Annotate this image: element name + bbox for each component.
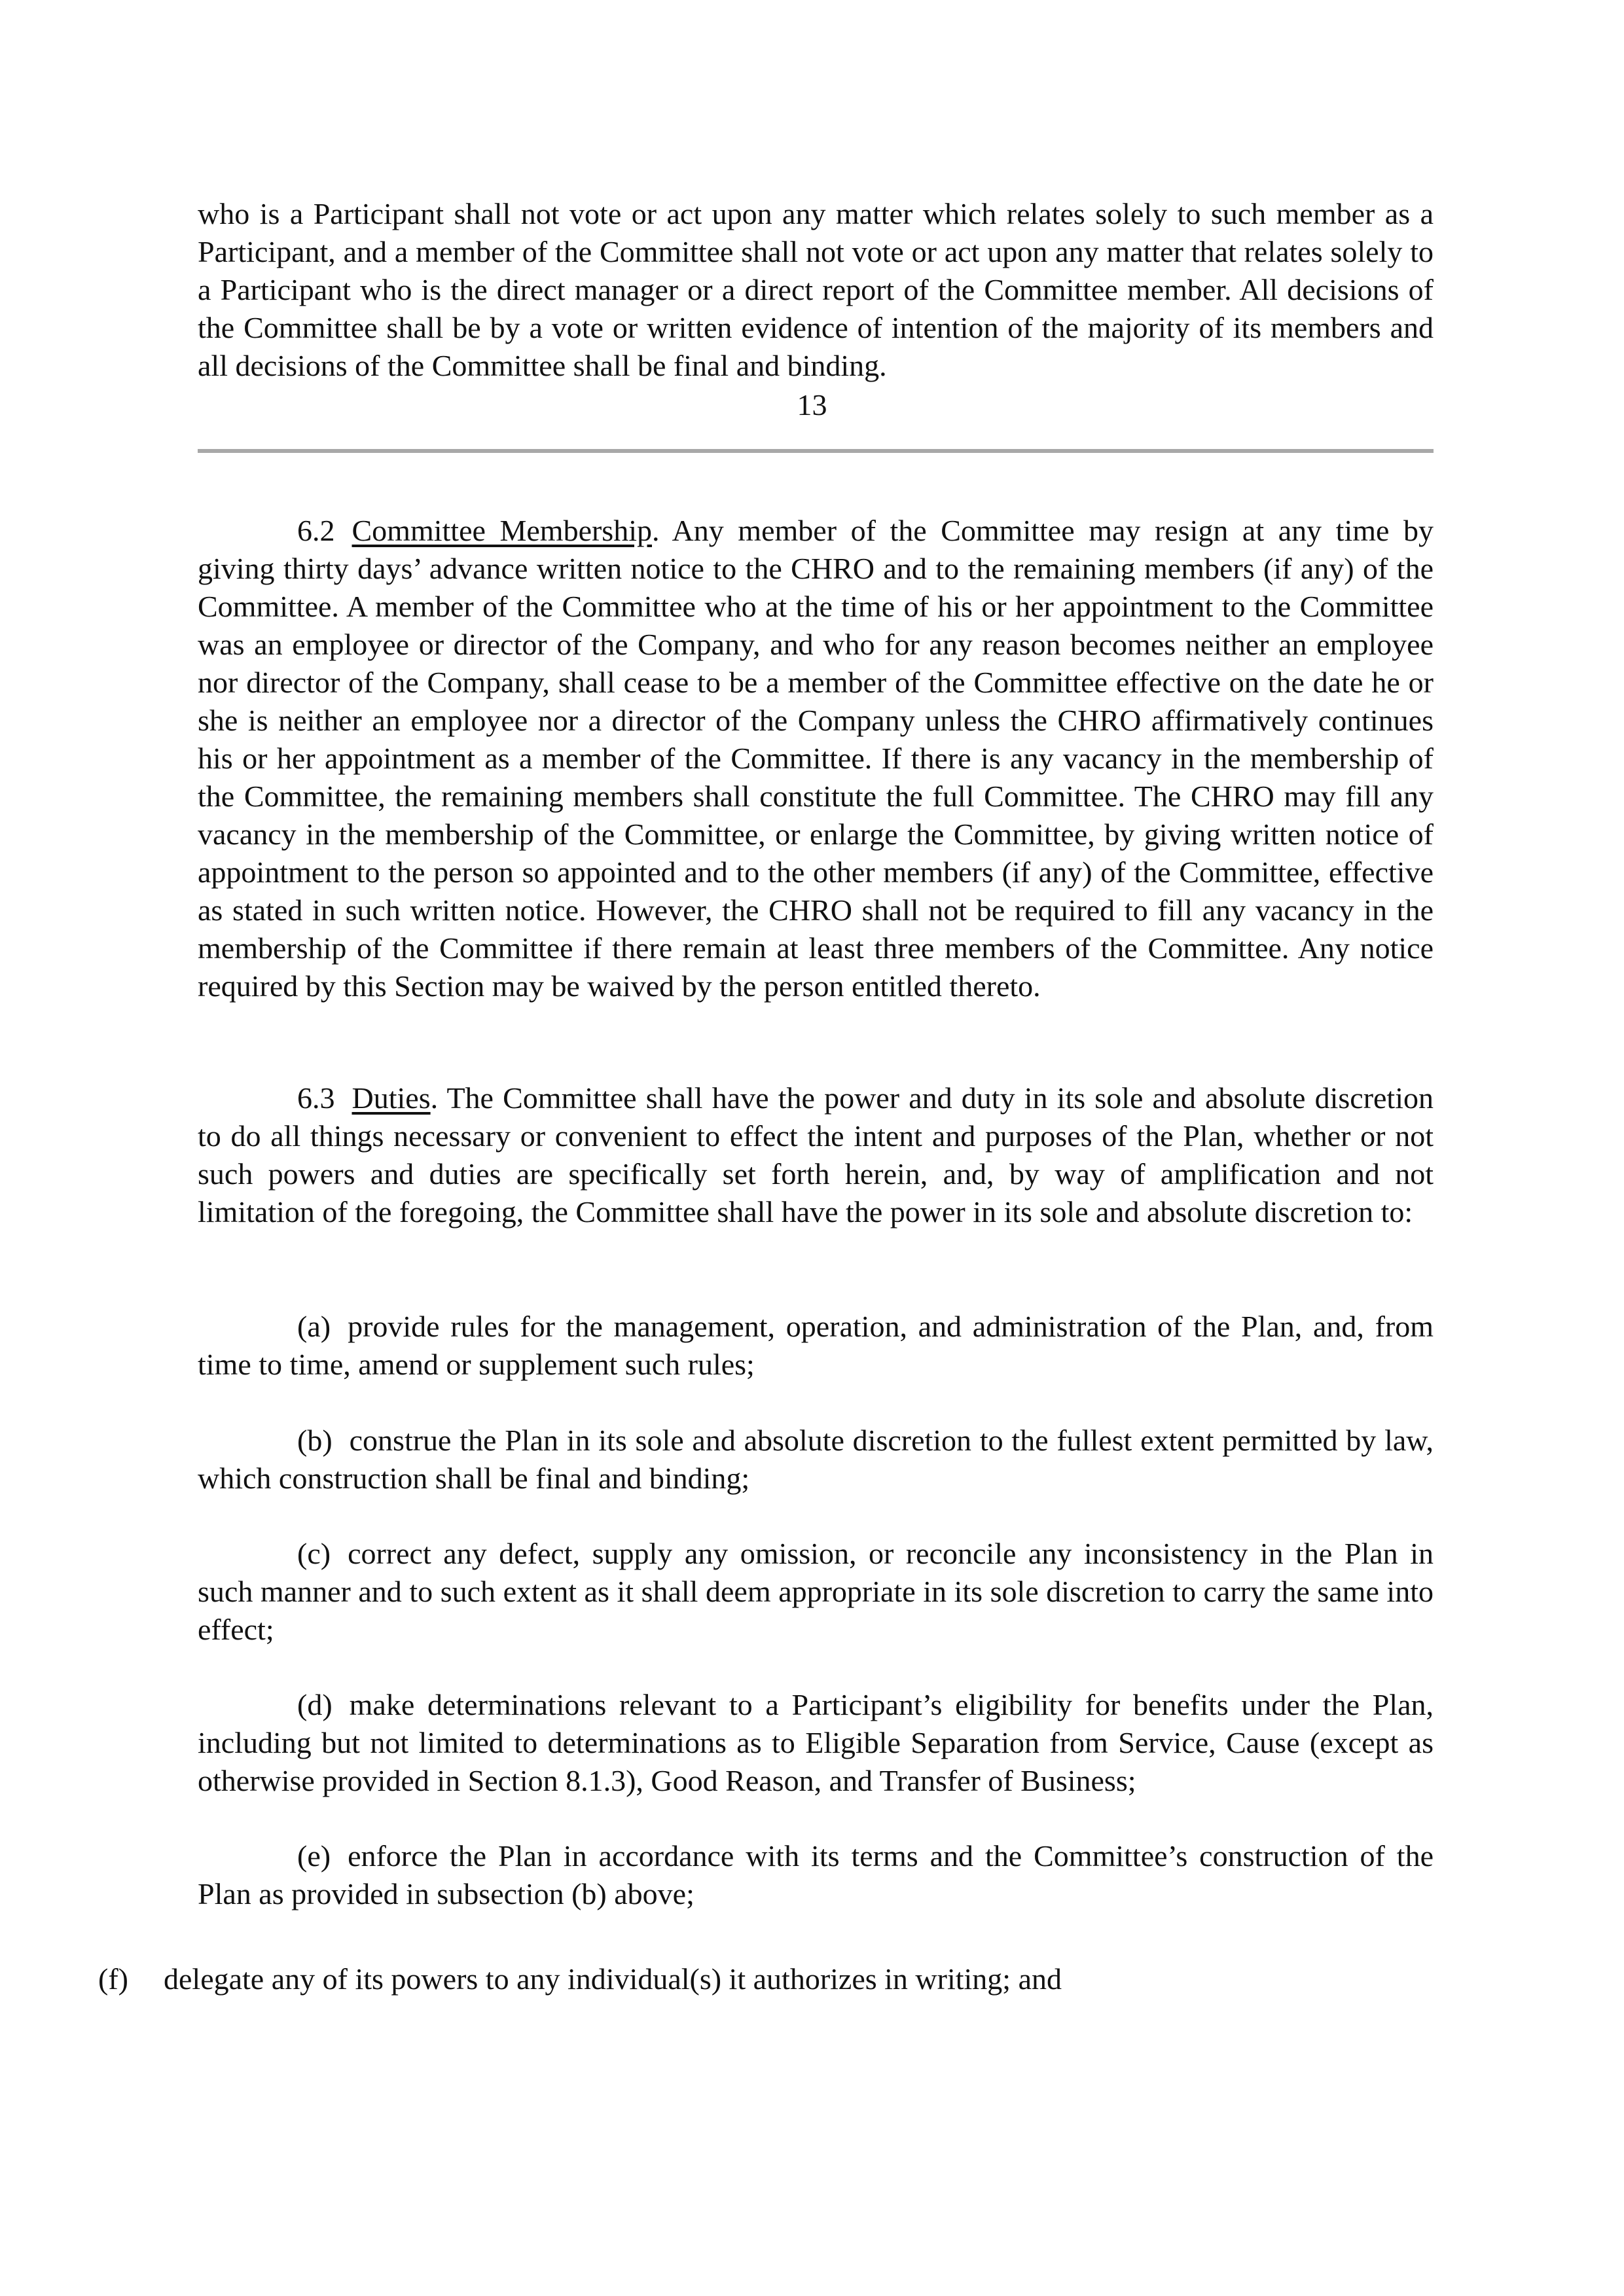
list-item-c xyxy=(198,1535,1434,1649)
section-6-3-heading: Duties xyxy=(352,1081,431,1115)
list-item-f-label: (f) xyxy=(98,1962,128,1996)
continuation-text: who is a Participant shall not vote or act upon any matter which relates solely to such member as a Participant, and a member of the Committee shall not vote or act upon any matter that relates solely to a Participant who is the direct manager or a direct report of the Committee member. All decisions of the Committee shall be by a vote or written evidence of intention of the majority of its members and all decisions of the Committee shall be final and binding. xyxy=(198,197,1434,382)
list-item-e-label: (e) xyxy=(297,1839,331,1873)
page-number: 13 xyxy=(797,388,827,422)
section-6-3-text: . The Committee shall have the power and duty in its sole and absolute discretion to do all things necessary or convenient to effect the intent and purposes of the Plan, whether or not such powers and duties are specifically set forth herein, and, by way of amplification and not limitation of the foregoing, the Committee shall have the power in its sole and absolute discretion to: xyxy=(198,1081,1434,1229)
list-item-d-label: (d) xyxy=(297,1688,333,1721)
list-item-e-text: enforce the Plan in accordance with its terms and the Committee’s construction of the Plan as provided in subsection (b) above; xyxy=(198,1839,1434,1910)
section-6-2-paragraph xyxy=(198,512,1434,1005)
section-6-2-text: . Any member of the Committee may resign at any time by giving thirty days’ advance written notice to the CHRO and to the remaining members (if any) of the Committee. A member of the Committee who at the time of his or her appointment to the Committee was an employee or director of the Company, and who for any reason becomes neither an employee nor director of the Company, shall cease to be a member of the Committee effective on the date he or she is neither an employee nor a director of the Company unless the CHRO affirmatively continues his or her appointment as a member of the Committee. If there is any vacancy in the membership of the Committee, the remaining members shall constitute the full Committee. The CHRO may fill any vacancy in the membership of the Committee, or enlarge the Committee, by giving written notice of appointment to the person so appointed and to the other members (if any) of the Committee, effective as stated in such written notice. However, the CHRO shall not be required to fill any vacancy in the membership of the Committee if there remain at least three members of the Committee. Any notice required by this Section may be waived by the person entitled thereto. xyxy=(198,514,1434,1003)
section-6-2-number: 6.2 xyxy=(297,514,335,547)
list-item-a-label: (a) xyxy=(297,1310,331,1343)
list-item-f xyxy=(98,1960,1062,1998)
list-item-c-text: correct any defect, supply any omission, or reconcile any inconsistency in the Plan in such manner and to such extent as it shall deem appropriate in its sole discretion to carry the same into effect; xyxy=(198,1537,1434,1646)
list-item-c-label: (c) xyxy=(297,1537,331,1570)
section-6-3-number: 6.3 xyxy=(297,1081,335,1115)
list-item-a xyxy=(198,1308,1434,1384)
page-divider xyxy=(198,449,1434,453)
section-6-3-paragraph xyxy=(198,1079,1434,1231)
list-item-b xyxy=(198,1422,1434,1498)
list-item-a-text: provide rules for the management, operation, and administration of the Plan, and, from time to time, amend or supplement such rules; xyxy=(198,1310,1434,1381)
list-item-b-text: construe the Plan in its sole and absolute discretion to the fullest extent permitted by law, which construction shall be final and binding; xyxy=(198,1424,1434,1495)
list-item-d xyxy=(198,1686,1434,1800)
continuation-paragraph xyxy=(198,195,1434,385)
list-item-b-label: (b) xyxy=(297,1424,333,1457)
list-item-d-text: make determinations relevant to a Participant’s eligibility for benefits under the Plan, including but not limited to determinations as to Eligible Separation from Service, Cause (except as otherwise provided in Section 8.1.3), Good Reason, and Transfer of Business; xyxy=(198,1688,1434,1797)
list-item-e xyxy=(198,1837,1434,1913)
section-6-2-heading: Committee Membership xyxy=(352,514,652,547)
list-item-f-text: delegate any of its powers to any individual(s) it authorizes in writing; and xyxy=(164,1962,1062,1996)
